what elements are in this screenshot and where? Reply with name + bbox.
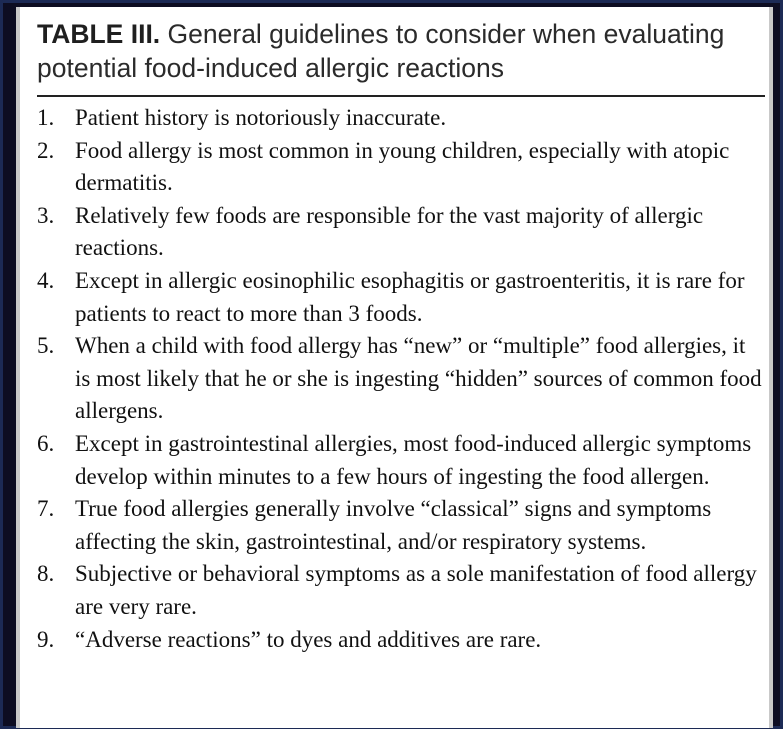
list-item — [37, 493, 762, 558]
table-caption — [37, 17, 762, 85]
table-caption-text: General guidelines to consider when evaluating potential food-induced allergic reactions — [37, 19, 725, 83]
list-item — [37, 265, 762, 330]
item-text: True food allergies generally involve “classical” signs and symptoms affecting the skin, gastrointestinal, and/or respiratory systems. — [75, 496, 712, 554]
item-number: 1. — [37, 105, 55, 130]
guideline-list — [37, 102, 762, 656]
item-text: Food allergy is most common in young children, especially with atopic dermatitis. — [75, 137, 730, 196]
item-text: Subjective or behavioral symptoms as a sole manifestation of food allergy are very rare. — [75, 561, 757, 619]
item-number: 5. — [37, 333, 55, 359]
item-text: “Adverse reactions” to dyes and additives are rare. — [75, 626, 542, 652]
item-text: Except in allergic eosinophilic esophagitis or gastroenteritis, it is rare for patients to react to more than 3 foods. — [75, 267, 745, 326]
list-item — [37, 200, 762, 265]
item-text: Patient history is notoriously inaccurate. — [75, 105, 447, 130]
list-item — [37, 558, 762, 623]
item-text: Relatively few foods are responsible for the vast majority of allergic reactions. — [75, 202, 704, 261]
item-number: 9. — [37, 626, 55, 652]
list-item — [37, 102, 762, 135]
item-text: When a child with food allergy has “new” or “multiple” food allergies, it is most likely that he or she is ingesting “hidden” sources of common food allergens. — [75, 333, 762, 424]
caption-rule — [37, 95, 765, 97]
item-text: Except in gastrointestinal allergies, most food-induced allergic symptoms develop within minutes to a few hours of ingesting the food allergen. — [75, 430, 752, 489]
item-number: 3. — [37, 202, 55, 228]
item-number: 2. — [37, 137, 55, 163]
table-panel — [16, 7, 773, 728]
item-number: 4. — [37, 267, 55, 293]
table-label: TABLE III. — [37, 19, 161, 49]
list-item — [37, 135, 762, 200]
list-item — [37, 428, 762, 493]
list-item — [37, 624, 762, 657]
item-number: 8. — [37, 561, 55, 587]
list-item — [37, 330, 762, 428]
item-number: 6. — [37, 430, 55, 456]
item-number: 7. — [37, 496, 55, 522]
